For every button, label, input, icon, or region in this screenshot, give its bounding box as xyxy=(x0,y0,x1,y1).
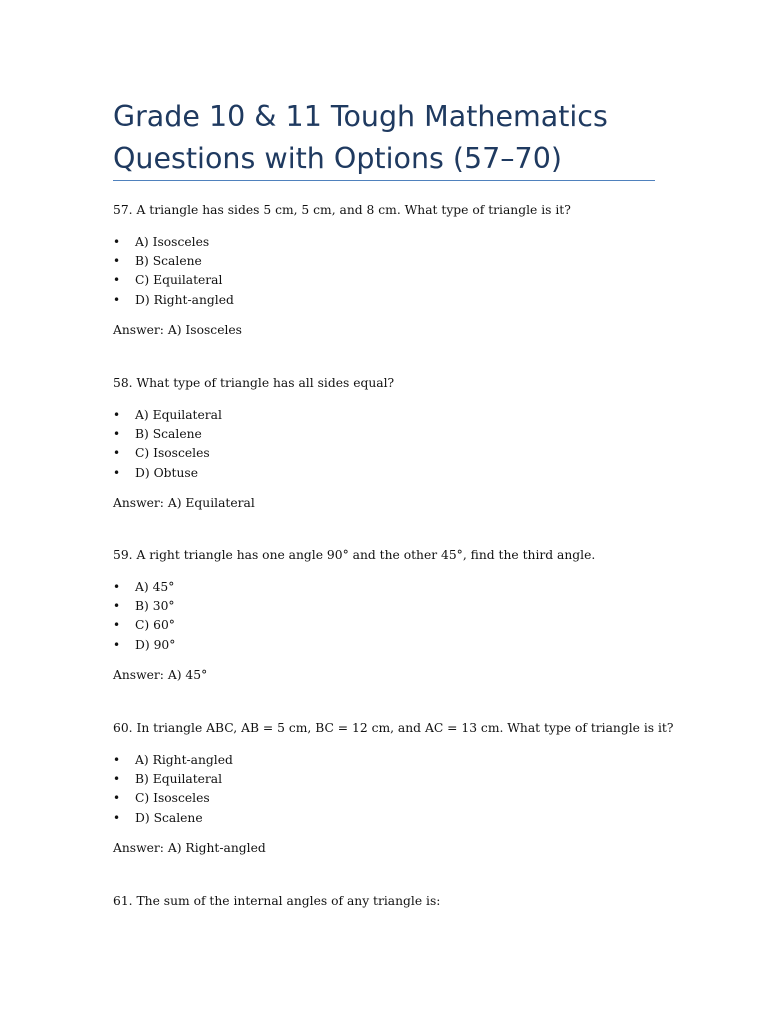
bullet-icon: • xyxy=(113,273,121,288)
option-text: A) Isosceles xyxy=(135,235,210,249)
answer-text: Answer: A) 45° xyxy=(113,668,208,682)
answer-text: Answer: A) Right-angled xyxy=(113,841,266,855)
question-text: 60. In triangle ABC, AB = 5 cm, BC = 12 cm, and AC = 13 cm. What type of triangle is it? xyxy=(113,721,674,735)
option-text: D) Obtuse xyxy=(135,465,198,480)
question-text: 61. The sum of the internal angles of any triangle is: xyxy=(113,894,441,908)
option-text: A) Right-angled xyxy=(135,753,233,767)
question-text: 59. A right triangle has one angle 90° and the other 45°, find the third angle. xyxy=(113,548,596,562)
bullet-icon: • xyxy=(113,235,121,249)
option-text: B) Scalene xyxy=(135,427,202,442)
bullet-icon: • xyxy=(113,427,121,442)
document-title: Grade 10 & 11 Tough Mathematics Questions with Options (57–70) xyxy=(113,100,608,175)
option-text: C) Isosceles xyxy=(135,446,210,461)
option-text: B) Equilateral xyxy=(135,772,223,787)
question-text: 57. A triangle has sides 5 cm, 5 cm, and 8 cm. What type of triangle is it? xyxy=(113,203,571,217)
option-text: C) Equilateral xyxy=(135,273,223,288)
bullet-icon: • xyxy=(113,810,121,825)
bullet-icon: • xyxy=(113,791,121,806)
option-text: B) Scalene xyxy=(135,254,202,269)
answer-text: Answer: A) Isosceles xyxy=(113,323,242,337)
bullet-icon: • xyxy=(113,618,121,633)
bullet-icon: • xyxy=(113,292,121,307)
answer-text: Answer: A) Equilateral xyxy=(113,496,255,510)
option-text: A) Equilateral xyxy=(135,408,222,422)
bullet-icon: • xyxy=(113,580,121,594)
option-text: D) Right-angled xyxy=(135,292,234,307)
bullet-icon: • xyxy=(113,408,121,422)
bullet-icon: • xyxy=(113,599,121,614)
option-text: A) 45° xyxy=(135,580,175,594)
bullet-icon: • xyxy=(113,446,121,461)
title-underline xyxy=(113,180,655,181)
option-text: D) 90° xyxy=(135,637,176,652)
option-text: C) 60° xyxy=(135,618,175,633)
bullet-icon: • xyxy=(113,465,121,480)
option-text: D) Scalene xyxy=(135,810,203,825)
question-text: 58. What type of triangle has all sides equal? xyxy=(113,376,395,390)
option-text: C) Isosceles xyxy=(135,791,210,806)
bullet-icon: • xyxy=(113,772,121,787)
option-text: B) 30° xyxy=(135,599,175,614)
bullet-icon: • xyxy=(113,254,121,269)
bullet-icon: • xyxy=(113,637,121,652)
bullet-icon: • xyxy=(113,753,121,767)
